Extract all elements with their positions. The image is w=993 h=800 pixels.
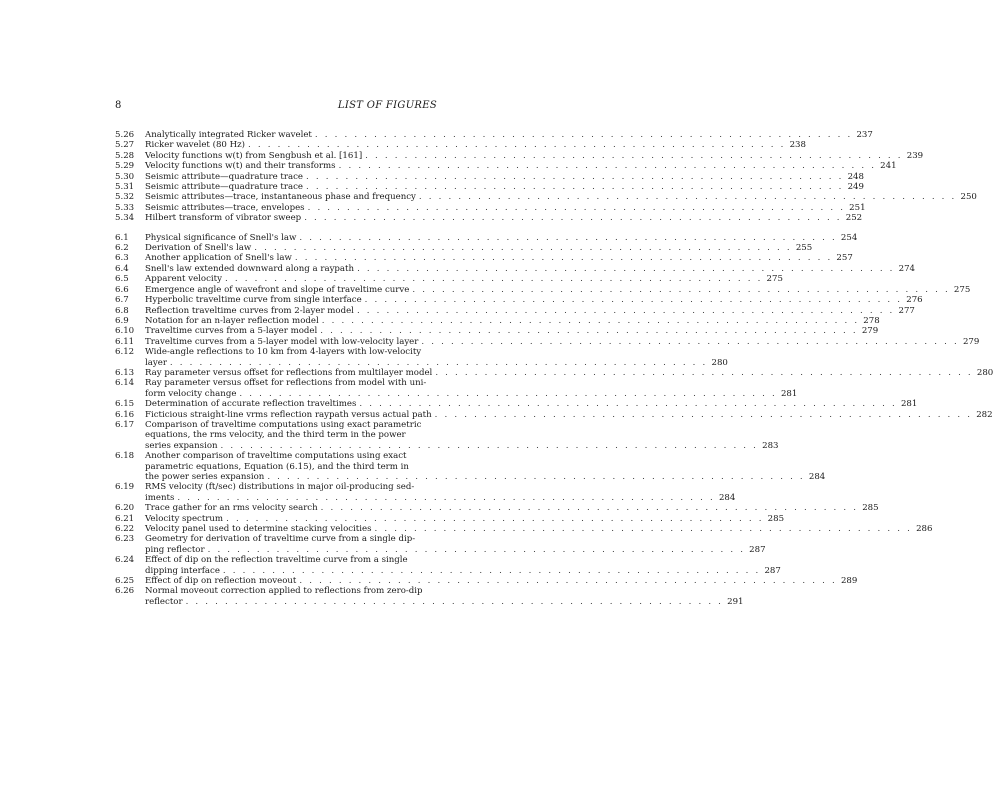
list-of-figures bbox=[115, 130, 993, 607]
caption-line bbox=[145, 534, 437, 544]
figure-caption bbox=[145, 534, 766, 555]
dot-leader: . . . . . . . . . . . . . . . . . . . . . . . . . . . . . . . . . . . . . . . . . . . . . . . . . . . . . . . bbox=[356, 305, 895, 316]
dot-leader: . . . . . . . . . . . . . . . . . . . . . . . . . . . . . . . . . . . . . . . . . . . . . . . . . . . . . . . bbox=[267, 472, 805, 482]
figure-entry bbox=[115, 336, 980, 347]
caption-line bbox=[145, 263, 916, 274]
figure-caption bbox=[145, 367, 993, 378]
figure-caption bbox=[145, 513, 785, 524]
caption-line bbox=[145, 451, 437, 461]
caption-text: equations, the rms velocity, and the third term in the power bbox=[145, 430, 406, 441]
caption-line bbox=[145, 253, 853, 264]
caption-text: Seismic attribute—quadrature trace bbox=[145, 182, 304, 193]
caption-text: Seismic attributes—trace, instantaneous phase and frequency bbox=[145, 192, 416, 203]
dot-leader: . . . . . . . . . . . . . . . . . . . . . . . . . . . . . . . . . . . . . . . . . . . . . . . . . . . . . . . bbox=[299, 576, 837, 587]
figure-entry bbox=[115, 576, 858, 587]
caption-line bbox=[145, 388, 798, 399]
figure-caption bbox=[145, 347, 728, 368]
figure-number: 5.28 bbox=[115, 150, 135, 161]
page-reference: 277 bbox=[898, 305, 915, 316]
dot-leader: . . . . . . . . . . . . . . . . . . . . . . . . . . . . . . . . . . . . . . . . . . . . . . . . . . . . . . . bbox=[222, 565, 761, 576]
caption-text: Seismic attribute—quadrature trace bbox=[145, 171, 304, 182]
caption-text: Apparent velocity bbox=[145, 274, 222, 285]
page-reference: 276 bbox=[906, 295, 923, 306]
caption-text: layer bbox=[145, 357, 167, 368]
page-reference: 280 bbox=[711, 357, 728, 368]
caption-line bbox=[145, 430, 437, 440]
dot-leader: . . . . . . . . . . . . . . . . . . . . . . . . . . . . . . . . . . . . . . . . . . . . . . . . . . . . . . . bbox=[321, 315, 860, 326]
figure-entry bbox=[115, 253, 853, 264]
figure-number: 5.33 bbox=[115, 202, 135, 213]
caption-text: series expansion bbox=[145, 440, 218, 451]
page-reference: 278 bbox=[863, 315, 880, 326]
figure-caption bbox=[145, 326, 879, 337]
caption-text: Notation for an n-layer reflection model bbox=[145, 315, 319, 326]
caption-text: Normal moveout correction applied to reflections from zero-dip bbox=[145, 586, 423, 597]
figure-number: 5.26 bbox=[115, 130, 135, 140]
page-reference: 285 bbox=[767, 513, 785, 524]
caption-text: Traveltime curves from a 5-layer model bbox=[145, 326, 318, 337]
figure-number: 6.8 bbox=[115, 305, 129, 316]
figure-entry bbox=[115, 243, 813, 254]
figure-entry bbox=[115, 140, 806, 151]
dot-leader: . . . . . . . . . . . . . . . . . . . . . . . . . . . . . . . . . . . . . . . . . . . . . . . . . . . . . . . bbox=[207, 544, 746, 555]
figure-number: 6.16 bbox=[115, 409, 135, 420]
figure-caption bbox=[145, 524, 933, 535]
figure-caption bbox=[145, 274, 783, 285]
caption-line bbox=[145, 326, 879, 337]
figure-number: 6.23 bbox=[115, 534, 135, 545]
caption-line bbox=[145, 232, 858, 243]
figure-caption bbox=[145, 161, 897, 172]
figure-entry bbox=[115, 295, 923, 306]
caption-text: Velocity panel used to determine stacking velocities bbox=[145, 524, 372, 535]
caption-line bbox=[145, 171, 864, 182]
caption-line bbox=[145, 555, 437, 565]
figure-number: 6.20 bbox=[115, 503, 135, 514]
figure-number: 5.30 bbox=[115, 171, 135, 182]
figure-caption bbox=[145, 409, 993, 420]
figure-caption bbox=[145, 555, 781, 576]
page-reference: 254 bbox=[840, 232, 858, 243]
caption-line bbox=[145, 492, 736, 503]
page-reference: 291 bbox=[727, 596, 744, 607]
caption-line bbox=[145, 524, 933, 535]
page-reference: 286 bbox=[916, 524, 933, 535]
figure-entry bbox=[115, 305, 915, 316]
dot-leader: . . . . . . . . . . . . . . . . . . . . . . . . . . . . . . . . . . . . . . . . . . . . . . . . . . . . . . . bbox=[306, 182, 844, 193]
figure-entry bbox=[115, 555, 781, 576]
dot-leader: . . . . . . . . . . . . . . . . . . . . . . . . . . . . . . . . . . . . . . . . . . . . . . . . . . . . . . . bbox=[224, 274, 763, 285]
caption-line bbox=[145, 399, 918, 410]
group-separator bbox=[115, 224, 437, 233]
figure-number: 5.29 bbox=[115, 161, 135, 172]
dot-leader: . . . . . . . . . . . . . . . . . . . . . . . . . . . . . . . . . . . . . . . . . . . . . . . . . . . . . . . bbox=[359, 399, 897, 410]
caption-text: Another comparison of traveltime computations using exact bbox=[145, 451, 407, 462]
caption-line bbox=[145, 347, 437, 357]
caption-text: form velocity change bbox=[145, 388, 237, 399]
caption-line bbox=[145, 295, 923, 306]
figure-entry bbox=[115, 263, 916, 274]
figure-entry bbox=[115, 274, 783, 285]
page-reference: 279 bbox=[861, 326, 879, 337]
figure-number: 6.15 bbox=[115, 399, 135, 410]
figure-caption bbox=[145, 482, 736, 503]
page-reference: 250 bbox=[960, 192, 977, 203]
figure-number: 5.27 bbox=[115, 140, 135, 151]
page-reference: 280 bbox=[976, 367, 993, 378]
caption-text: iments bbox=[145, 492, 175, 503]
caption-line bbox=[145, 596, 744, 607]
figure-number: 6.1 bbox=[115, 232, 129, 243]
figure-number: 6.7 bbox=[115, 295, 129, 306]
page-reference: 284 bbox=[718, 492, 736, 503]
figure-number: 5.31 bbox=[115, 182, 135, 193]
dot-leader: . . . . . . . . . . . . . . . . . . . . . . . . . . . . . . . . . . . . . . . . . . . . . . . . . . . . . . . bbox=[169, 357, 708, 368]
figure-caption bbox=[145, 130, 873, 140]
caption-text: Snell's law extended downward along a raypath bbox=[145, 263, 355, 274]
page-reference: 279 bbox=[962, 336, 980, 347]
figure-caption bbox=[145, 586, 744, 607]
caption-line bbox=[145, 305, 915, 316]
caption-line bbox=[145, 472, 826, 482]
caption-text: Effect of dip on reflection moveout bbox=[145, 576, 297, 587]
figure-number: 6.18 bbox=[115, 451, 135, 462]
caption-line bbox=[145, 182, 864, 193]
figure-entry bbox=[115, 232, 858, 243]
figure-entry bbox=[115, 326, 879, 337]
dot-leader: . . . . . . . . . . . . . . . . . . . . . . . . . . . . . . . . . . . . . . . . . . . . . . . . . . . . . . . bbox=[320, 326, 858, 337]
figure-entry bbox=[115, 524, 933, 535]
caption-line bbox=[145, 586, 437, 596]
page-reference: 281 bbox=[780, 388, 798, 399]
figure-entry bbox=[115, 399, 918, 410]
figure-entry bbox=[115, 192, 977, 203]
figure-entry bbox=[115, 586, 744, 607]
figure-caption bbox=[145, 253, 853, 264]
figure-caption bbox=[145, 140, 806, 151]
caption-line bbox=[145, 367, 993, 378]
figure-caption bbox=[145, 213, 863, 224]
caption-text: Effect of dip on the reflection traveltime curve from a single bbox=[145, 555, 408, 566]
caption-line bbox=[145, 284, 971, 295]
figure-caption bbox=[145, 243, 813, 254]
figure-entry bbox=[115, 419, 779, 451]
page-reference: 251 bbox=[849, 202, 866, 213]
page-reference: 282 bbox=[976, 409, 993, 420]
figure-entry bbox=[115, 378, 798, 399]
caption-line bbox=[145, 378, 437, 388]
running-title: LIST OF FIGURES bbox=[337, 100, 437, 111]
page-reference: 238 bbox=[789, 140, 806, 151]
dot-leader: . . . . . . . . . . . . . . . . . . . . . . . . . . . . . . . . . . . . . . . . . . . . . . . . . . . . . . . bbox=[306, 171, 844, 182]
figure-entry bbox=[115, 347, 728, 368]
figure-entry bbox=[115, 284, 971, 295]
page-reference: 249 bbox=[847, 182, 864, 193]
dot-leader: . . . . . . . . . . . . . . . . . . . . . . . . . . . . . . . . . . . . . . . . . . . . . . . . . . . . . . . bbox=[364, 295, 903, 306]
figure-caption bbox=[145, 336, 980, 347]
page-reference: 239 bbox=[906, 150, 924, 161]
page-reference: 275 bbox=[766, 274, 783, 285]
page-reference: 274 bbox=[898, 263, 916, 274]
page-reference: 257 bbox=[836, 253, 853, 264]
figure-number: 6.2 bbox=[115, 243, 129, 254]
figure-caption bbox=[145, 576, 858, 587]
figure-number: 6.22 bbox=[115, 524, 135, 535]
caption-text: Reflection traveltime curves from 2-layer model bbox=[145, 305, 354, 316]
caption-text: Emergence angle of wavefront and slope of traveltime curve bbox=[145, 284, 410, 295]
figure-entry bbox=[115, 367, 993, 378]
figure-number: 6.11 bbox=[115, 336, 135, 347]
figure-caption bbox=[145, 202, 866, 213]
figure-number: 6.21 bbox=[115, 513, 135, 524]
page-reference: 241 bbox=[880, 161, 897, 172]
page-reference: 275 bbox=[953, 284, 971, 295]
dot-leader: . . . . . . . . . . . . . . . . . . . . . . . . . . . . . . . . . . . . . . . . . . . . . . . . . . . . . . . bbox=[239, 388, 777, 399]
figure-entry bbox=[115, 182, 864, 193]
caption-text: Ray parameter versus offset for reflections from multilayer model bbox=[145, 367, 433, 378]
page-reference: 289 bbox=[840, 576, 858, 587]
dot-leader: . . . . . . . . . . . . . . . . . . . . . . . . . . . . . . . . . . . . . . . . . . . . . . . . . . . . . . . bbox=[320, 503, 859, 514]
figure-entry bbox=[115, 202, 866, 213]
figure-caption bbox=[145, 295, 923, 306]
figure-entry bbox=[115, 150, 924, 161]
caption-line bbox=[145, 192, 977, 203]
dot-leader: . . . . . . . . . . . . . . . . . . . . . . . . . . . . . . . . . . . . . . . . . . . . . . . . . . . . . . . bbox=[314, 130, 853, 140]
caption-line bbox=[145, 150, 924, 161]
figure-entry bbox=[115, 534, 766, 555]
figure-number: 6.3 bbox=[115, 253, 129, 264]
caption-text: ping reflector bbox=[145, 544, 205, 555]
caption-text: Velocity functions w(t) and their transforms bbox=[145, 161, 336, 172]
figure-number: 6.17 bbox=[115, 419, 135, 430]
caption-line bbox=[145, 315, 880, 326]
caption-line bbox=[145, 420, 437, 430]
caption-line bbox=[145, 544, 766, 555]
caption-text: Geometry for derivation of traveltime curve from a single dip- bbox=[145, 534, 416, 545]
page-reference: 255 bbox=[795, 243, 813, 254]
figure-number: 6.6 bbox=[115, 284, 129, 295]
dot-leader: . . . . . . . . . . . . . . . . . . . . . . . . . . . . . . . . . . . . . . . . . . . . . . . . . . . . . . . bbox=[177, 492, 715, 503]
caption-line bbox=[145, 513, 785, 524]
dot-leader: . . . . . . . . . . . . . . . . . . . . . . . . . . . . . . . . . . . . . . . . . . . . . . . . . . . . . . . bbox=[294, 253, 833, 264]
dot-leader: . . . . . . . . . . . . . . . . . . . . . . . . . . . . . . . . . . . . . . . . . . . . . . . . . . . . . . . bbox=[254, 243, 792, 254]
page-reference: 284 bbox=[808, 472, 826, 482]
dot-leader: . . . . . . . . . . . . . . . . . . . . . . . . . . . . . . . . . . . . . . . . . . . . . . . . . . . . . . . bbox=[418, 192, 957, 203]
dot-leader: . . . . . . . . . . . . . . . . . . . . . . . . . . . . . . . . . . . . . . . . . . . . . . . . . . . . . . . bbox=[220, 440, 759, 451]
dot-leader: . . . . . . . . . . . . . . . . . . . . . . . . . . . . . . . . . . . . . . . . . . . . . . . . . . . . . . . bbox=[374, 524, 913, 535]
figure-caption bbox=[145, 378, 798, 399]
figure-caption bbox=[145, 451, 826, 482]
figure-number: 6.12 bbox=[115, 347, 135, 358]
caption-line bbox=[145, 576, 858, 587]
dot-leader: . . . . . . . . . . . . . . . . . . . . . . . . . . . . . . . . . . . . . . . . . . . . . . . . . . . . . . . bbox=[307, 202, 846, 213]
figure-number: 6.14 bbox=[115, 378, 135, 389]
caption-text: Trace gather for an rms velocity search bbox=[145, 503, 318, 514]
caption-text: Traveltime curves from a 5-layer model with low-velocity layer bbox=[145, 336, 419, 347]
figure-caption bbox=[145, 399, 918, 410]
figure-caption bbox=[145, 305, 915, 316]
figure-entry bbox=[115, 513, 785, 524]
figure-number: 5.32 bbox=[115, 192, 135, 203]
figure-caption bbox=[145, 419, 779, 451]
caption-text: Velocity functions w(t) from Sengbush et al. [161] bbox=[145, 150, 363, 161]
caption-line bbox=[145, 213, 863, 224]
caption-line bbox=[145, 202, 866, 213]
caption-text: Comparison of traveltime computations using exact parametric bbox=[145, 419, 422, 430]
page-reference: 252 bbox=[845, 213, 863, 224]
caption-line bbox=[145, 274, 783, 285]
figure-entry bbox=[115, 315, 880, 326]
dot-leader: . . . . . . . . . . . . . . . . . . . . . . . . . . . . . . . . . . . . . . . . . . . . . . . . . . . . . . . bbox=[435, 367, 973, 378]
figure-caption bbox=[145, 503, 879, 514]
figure-number: 6.26 bbox=[115, 586, 135, 597]
dot-leader: . . . . . . . . . . . . . . . . . . . . . . . . . . . . . . . . . . . . . . . . . . . . . . . . . . . . . . . bbox=[421, 336, 959, 347]
dot-leader: . . . . . . . . . . . . . . . . . . . . . . . . . . . . . . . . . . . . . . . . . . . . . . . . . . . . . . . bbox=[304, 213, 842, 224]
figure-number: 6.24 bbox=[115, 555, 135, 566]
figure-caption bbox=[145, 263, 916, 274]
caption-line bbox=[145, 336, 980, 347]
figure-caption bbox=[145, 192, 977, 203]
caption-text: reflector bbox=[145, 596, 183, 607]
caption-line bbox=[145, 503, 879, 514]
caption-line bbox=[145, 482, 437, 492]
page-reference: 283 bbox=[762, 440, 779, 451]
figure-number: 6.19 bbox=[115, 482, 135, 493]
figure-number: 6.10 bbox=[115, 326, 135, 337]
figure-number: 6.4 bbox=[115, 263, 129, 274]
figure-number: 6.13 bbox=[115, 367, 135, 378]
figure-entry bbox=[115, 451, 826, 482]
dot-leader: . . . . . . . . . . . . . . . . . . . . . . . . . . . . . . . . . . . . . . . . . . . . . . . . . . . . . . . bbox=[226, 513, 764, 524]
figure-entry bbox=[115, 409, 993, 420]
caption-line bbox=[145, 462, 437, 472]
figure-number: 6.25 bbox=[115, 576, 135, 587]
dot-leader: . . . . . . . . . . . . . . . . . . . . . . . . . . . . . . . . . . . . . . . . . . . . . . . . . . . . . . . bbox=[365, 150, 903, 161]
caption-line bbox=[145, 357, 728, 368]
figure-entry bbox=[115, 130, 873, 140]
caption-text: Velocity spectrum bbox=[145, 513, 224, 524]
dot-leader: . . . . . . . . . . . . . . . . . . . . . . . . . . . . . . . . . . . . . . . . . . . . . . . . . . . . . . . bbox=[412, 284, 950, 295]
caption-text: Derivation of Snell's law bbox=[145, 243, 252, 254]
caption-line bbox=[145, 161, 897, 172]
caption-line bbox=[145, 140, 806, 151]
caption-text: Wide-angle reflections to 10 km from 4-layers with low-velocity bbox=[145, 347, 422, 358]
dot-leader: . . . . . . . . . . . . . . . . . . . . . . . . . . . . . . . . . . . . . . . . . . . . . . . . . . . . . . . bbox=[357, 263, 895, 274]
page-number: 8 bbox=[115, 100, 122, 111]
caption-line bbox=[145, 565, 781, 576]
page-reference: 248 bbox=[847, 171, 864, 182]
caption-line bbox=[145, 409, 993, 420]
figure-caption bbox=[145, 315, 880, 326]
caption-text: RMS velocity (ft/sec) distributions in major oil-producing sed- bbox=[145, 482, 415, 493]
figure-caption bbox=[145, 171, 864, 182]
caption-text: Seismic attributes—trace, envelopes bbox=[145, 202, 305, 213]
dot-leader: . . . . . . . . . . . . . . . . . . . . . . . . . . . . . . . . . . . . . . . . . . . . . . . . . . . . . . . bbox=[248, 140, 786, 151]
caption-text: Analytically integrated Ricker wavelet bbox=[145, 130, 312, 140]
caption-text: parametric equations, Equation (6.15), and the third term in bbox=[145, 461, 409, 472]
caption-text: dipping interface bbox=[145, 565, 220, 576]
page-reference: 287 bbox=[749, 544, 766, 555]
caption-text: Hyperbolic traveltime curve from single interface bbox=[145, 295, 362, 306]
figure-entry bbox=[115, 503, 879, 514]
figure-caption bbox=[145, 182, 864, 193]
page-reference: 281 bbox=[900, 399, 918, 410]
dot-leader: . . . . . . . . . . . . . . . . . . . . . . . . . . . . . . . . . . . . . . . . . . . . . . . . . . . . . . . bbox=[185, 596, 724, 607]
caption-text: Another application of Snell's law bbox=[145, 253, 292, 264]
caption-text: Determination of accurate reflection traveltimes bbox=[145, 399, 357, 410]
figure-entry bbox=[115, 171, 864, 182]
figure-number: 6.5 bbox=[115, 274, 129, 285]
figure-number: 5.34 bbox=[115, 213, 135, 224]
figure-number: 6.9 bbox=[115, 315, 129, 326]
caption-line bbox=[145, 130, 873, 140]
page-reference: 237 bbox=[856, 130, 873, 140]
caption-text: Hilbert transform of vibrator sweep bbox=[145, 213, 302, 224]
page-reference: 285 bbox=[862, 503, 879, 514]
caption-line bbox=[145, 243, 813, 254]
dot-leader: . . . . . . . . . . . . . . . . . . . . . . . . . . . . . . . . . . . . . . . . . . . . . . . . . . . . . . . bbox=[338, 161, 877, 172]
dot-leader: . . . . . . . . . . . . . . . . . . . . . . . . . . . . . . . . . . . . . . . . . . . . . . . . . . . . . . . bbox=[434, 409, 973, 420]
caption-text: the power series expansion bbox=[145, 472, 265, 482]
caption-text: Physical significance of Snell's law bbox=[145, 232, 297, 243]
figure-entry bbox=[115, 213, 863, 224]
figure-caption bbox=[145, 150, 924, 161]
caption-text: Ficticious straight-line vrms reflection raypath versus actual path bbox=[145, 409, 432, 420]
figure-entry bbox=[115, 161, 897, 172]
dot-leader: . . . . . . . . . . . . . . . . . . . . . . . . . . . . . . . . . . . . . . . . . . . . . . . . . . . . . . . bbox=[299, 232, 837, 243]
page-reference: 287 bbox=[764, 565, 781, 576]
caption-line bbox=[145, 440, 779, 451]
caption-text: Ricker wavelet (80 Hz) bbox=[145, 140, 245, 151]
caption-text: Ray parameter versus offset for reflections from model with uni- bbox=[145, 378, 427, 389]
figure-caption bbox=[145, 232, 858, 243]
figure-entry bbox=[115, 482, 736, 503]
figure-caption bbox=[145, 284, 971, 295]
